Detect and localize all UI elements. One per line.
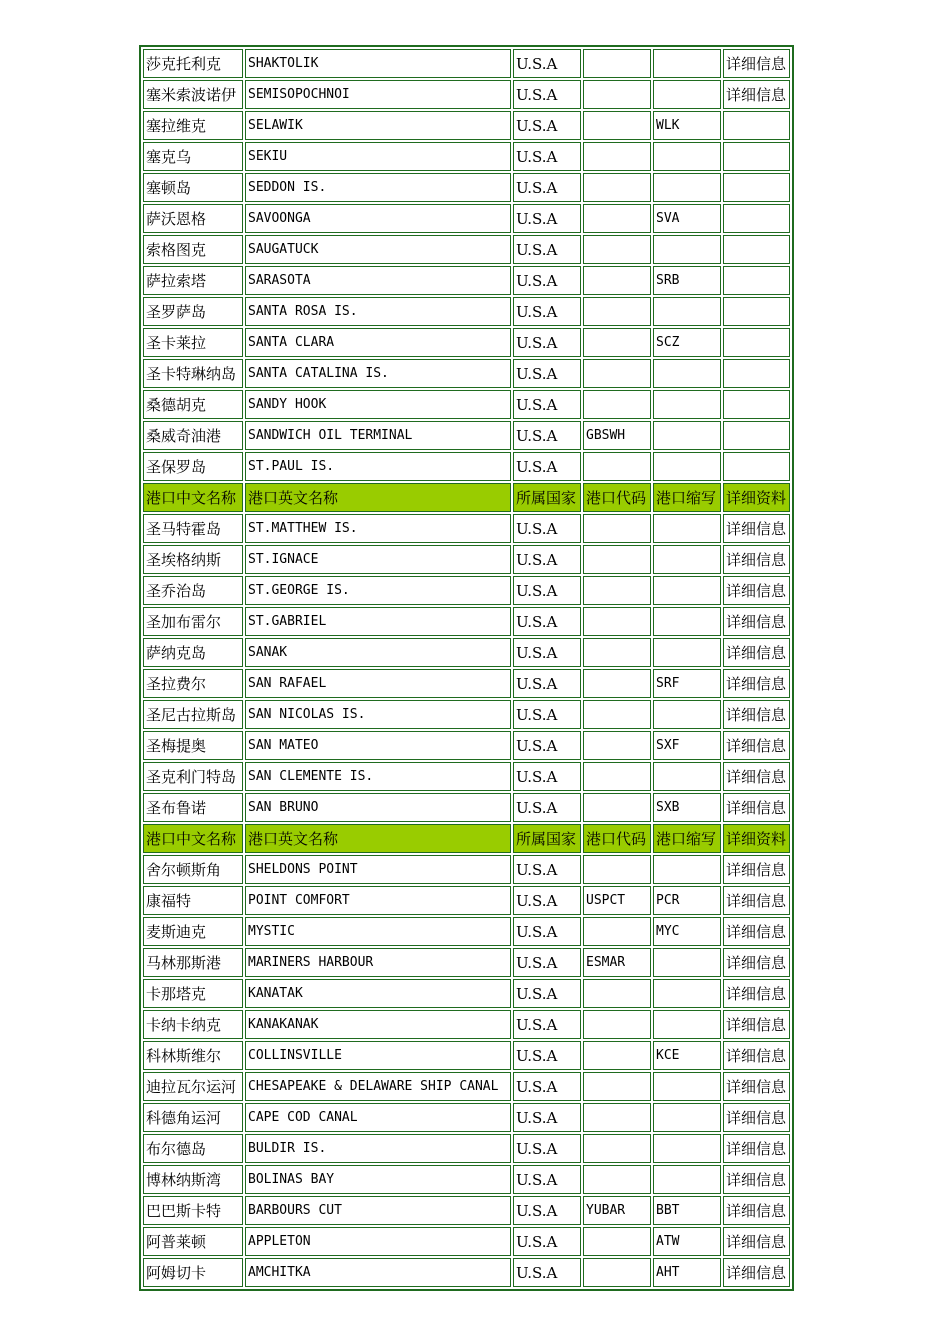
table-row — [143, 452, 790, 481]
cell-zh-name: 塞米索波诺伊 — [143, 80, 243, 109]
detail-link[interactable]: 详细信息 — [723, 638, 790, 667]
cell-port-abbr — [653, 948, 721, 977]
cell-country: U.S.A — [513, 1041, 581, 1070]
cell-country: U.S.A — [513, 855, 581, 884]
detail-link[interactable]: 详细信息 — [723, 1165, 790, 1194]
cell-port-code — [583, 1165, 651, 1194]
cell-country: U.S.A — [513, 1227, 581, 1256]
cell-country: U.S.A — [513, 235, 581, 264]
cell-zh-name: 迪拉瓦尔运河 — [143, 1072, 243, 1101]
cell-en-name: SAN RAFAEL — [245, 669, 511, 698]
cell-en-name: ST.IGNACE — [245, 545, 511, 574]
cell-port-abbr — [653, 514, 721, 543]
detail-link[interactable]: 详细信息 — [723, 80, 790, 109]
cell-port-abbr: WLK — [653, 111, 721, 140]
cell-country: U.S.A — [513, 49, 581, 78]
cell-en-name: SAN MATEO — [245, 731, 511, 760]
detail-link[interactable]: 详细信息 — [723, 948, 790, 977]
cell-port-abbr — [653, 452, 721, 481]
cell-country: U.S.A — [513, 204, 581, 233]
cell-port-code — [583, 204, 651, 233]
detail-link[interactable]: 详细信息 — [723, 979, 790, 1008]
table-row — [143, 266, 790, 295]
table-row — [143, 638, 790, 667]
cell-en-name: SAN CLEMENTE IS. — [245, 762, 511, 791]
cell-zh-name: 圣梅提奥 — [143, 731, 243, 760]
cell-en-name: KANAKANAK — [245, 1010, 511, 1039]
header-port-abbr: 港口缩写 — [653, 824, 721, 853]
cell-zh-name: 阿普莱顿 — [143, 1227, 243, 1256]
table-row — [143, 1258, 790, 1287]
detail-link[interactable]: 详细信息 — [723, 700, 790, 729]
cell-port-code — [583, 1041, 651, 1070]
cell-country: U.S.A — [513, 514, 581, 543]
detail-link[interactable]: 详细信息 — [723, 576, 790, 605]
detail-link — [723, 111, 790, 140]
cell-port-code — [583, 173, 651, 202]
cell-port-code — [583, 545, 651, 574]
detail-link[interactable]: 详细信息 — [723, 49, 790, 78]
table-row — [143, 979, 790, 1008]
cell-zh-name: 莎克托利克 — [143, 49, 243, 78]
header-port-code: 港口代码 — [583, 483, 651, 512]
table-row — [143, 855, 790, 884]
cell-country: U.S.A — [513, 1134, 581, 1163]
detail-link[interactable]: 详细信息 — [723, 731, 790, 760]
table-header-row — [143, 824, 790, 853]
header-detail: 详细资料 — [723, 824, 790, 853]
cell-zh-name: 圣马特霍岛 — [143, 514, 243, 543]
cell-zh-name: 卡纳卡纳克 — [143, 1010, 243, 1039]
cell-port-code — [583, 1227, 651, 1256]
table-row — [143, 173, 790, 202]
detail-link[interactable]: 详细信息 — [723, 855, 790, 884]
cell-port-abbr — [653, 700, 721, 729]
cell-en-name: BULDIR IS. — [245, 1134, 511, 1163]
cell-port-code — [583, 1010, 651, 1039]
detail-link[interactable]: 详细信息 — [723, 917, 790, 946]
table-row — [143, 142, 790, 171]
cell-port-abbr — [653, 297, 721, 326]
detail-link — [723, 266, 790, 295]
table-row — [143, 669, 790, 698]
cell-country: U.S.A — [513, 266, 581, 295]
cell-country: U.S.A — [513, 545, 581, 574]
cell-country: U.S.A — [513, 1103, 581, 1132]
cell-port-abbr — [653, 1134, 721, 1163]
cell-country: U.S.A — [513, 1072, 581, 1101]
cell-zh-name: 圣卡莱拉 — [143, 328, 243, 357]
cell-zh-name: 舍尔顿斯角 — [143, 855, 243, 884]
cell-port-code — [583, 266, 651, 295]
table-row — [143, 700, 790, 729]
cell-port-code — [583, 49, 651, 78]
cell-port-abbr: AHT — [653, 1258, 721, 1287]
detail-link[interactable]: 详细信息 — [723, 1072, 790, 1101]
detail-link — [723, 328, 790, 357]
cell-country: U.S.A — [513, 173, 581, 202]
cell-en-name: KANATAK — [245, 979, 511, 1008]
table-row — [143, 204, 790, 233]
detail-link[interactable]: 详细信息 — [723, 1196, 790, 1225]
detail-link[interactable]: 详细信息 — [723, 1134, 790, 1163]
cell-country: U.S.A — [513, 297, 581, 326]
cell-country: U.S.A — [513, 979, 581, 1008]
cell-en-name: ST.GEORGE IS. — [245, 576, 511, 605]
detail-link[interactable]: 详细信息 — [723, 545, 790, 574]
table-row — [143, 1196, 790, 1225]
cell-zh-name: 马林那斯港 — [143, 948, 243, 977]
cell-port-code — [583, 1072, 651, 1101]
cell-en-name: SEKIU — [245, 142, 511, 171]
cell-en-name: SHELDONS POINT — [245, 855, 511, 884]
cell-country: U.S.A — [513, 886, 581, 915]
detail-link — [723, 173, 790, 202]
table-row — [143, 1165, 790, 1194]
table-row — [143, 731, 790, 760]
table-row — [143, 1041, 790, 1070]
cell-country: U.S.A — [513, 328, 581, 357]
cell-port-code: GBSWH — [583, 421, 651, 450]
cell-en-name: SANDY HOOK — [245, 390, 511, 419]
cell-zh-name: 康福特 — [143, 886, 243, 915]
cell-port-code — [583, 979, 651, 1008]
table-row — [143, 421, 790, 450]
cell-port-code — [583, 235, 651, 264]
cell-port-code — [583, 328, 651, 357]
table-row — [143, 80, 790, 109]
cell-country: U.S.A — [513, 390, 581, 419]
table-row — [143, 235, 790, 264]
detail-link — [723, 359, 790, 388]
cell-en-name: MYSTIC — [245, 917, 511, 946]
cell-country: U.S.A — [513, 731, 581, 760]
cell-zh-name: 圣拉费尔 — [143, 669, 243, 698]
cell-port-code: YUBAR — [583, 1196, 651, 1225]
table-row — [143, 607, 790, 636]
cell-zh-name: 桑德胡克 — [143, 390, 243, 419]
cell-country: U.S.A — [513, 1010, 581, 1039]
cell-port-abbr — [653, 545, 721, 574]
cell-port-code — [583, 452, 651, 481]
cell-port-code — [583, 607, 651, 636]
cell-port-abbr — [653, 1072, 721, 1101]
cell-port-abbr: PCR — [653, 886, 721, 915]
table-row — [143, 297, 790, 326]
cell-port-abbr — [653, 173, 721, 202]
cell-port-code — [583, 669, 651, 698]
cell-port-abbr — [653, 762, 721, 791]
cell-zh-name: 科德角运河 — [143, 1103, 243, 1132]
cell-zh-name: 卡那塔克 — [143, 979, 243, 1008]
cell-country: U.S.A — [513, 421, 581, 450]
cell-port-abbr — [653, 576, 721, 605]
cell-zh-name: 索格图克 — [143, 235, 243, 264]
cell-zh-name: 塞顿岛 — [143, 173, 243, 202]
cell-zh-name: 麦斯迪克 — [143, 917, 243, 946]
cell-port-code — [583, 1134, 651, 1163]
header-zh-name: 港口中文名称 — [143, 483, 243, 512]
table-row — [143, 793, 790, 822]
cell-port-abbr — [653, 607, 721, 636]
cell-country: U.S.A — [513, 793, 581, 822]
detail-link[interactable]: 详细信息 — [723, 762, 790, 791]
detail-link — [723, 297, 790, 326]
cell-country: U.S.A — [513, 452, 581, 481]
detail-link[interactable]: 详细信息 — [723, 793, 790, 822]
table-row — [143, 576, 790, 605]
table-row — [143, 1010, 790, 1039]
cell-port-code — [583, 700, 651, 729]
detail-link[interactable]: 详细信息 — [723, 1258, 790, 1287]
table-row — [143, 948, 790, 977]
cell-port-abbr: SRF — [653, 669, 721, 698]
cell-en-name: SANTA ROSA IS. — [245, 297, 511, 326]
table-row — [143, 514, 790, 543]
cell-en-name: SAN BRUNO — [245, 793, 511, 822]
cell-en-name: ST.PAUL IS. — [245, 452, 511, 481]
cell-port-abbr: MYC — [653, 917, 721, 946]
detail-link[interactable]: 详细信息 — [723, 886, 790, 915]
detail-link — [723, 142, 790, 171]
cell-country: U.S.A — [513, 80, 581, 109]
table-row — [143, 359, 790, 388]
table-row — [143, 1134, 790, 1163]
cell-port-abbr — [653, 80, 721, 109]
cell-zh-name: 萨拉索塔 — [143, 266, 243, 295]
cell-port-code — [583, 917, 651, 946]
cell-zh-name: 博林纳斯湾 — [143, 1165, 243, 1194]
cell-port-abbr — [653, 1010, 721, 1039]
cell-port-code — [583, 1103, 651, 1132]
detail-link — [723, 204, 790, 233]
cell-en-name: ST.GABRIEL — [245, 607, 511, 636]
cell-country: U.S.A — [513, 700, 581, 729]
header-zh-name: 港口中文名称 — [143, 824, 243, 853]
cell-zh-name: 阿姆切卡 — [143, 1258, 243, 1287]
table-row — [143, 1072, 790, 1101]
cell-en-name: SANAK — [245, 638, 511, 667]
cell-en-name: SANTA CATALINA IS. — [245, 359, 511, 388]
port-table — [139, 45, 794, 1291]
cell-port-abbr — [653, 979, 721, 1008]
detail-link[interactable]: 详细信息 — [723, 1010, 790, 1039]
cell-country: U.S.A — [513, 948, 581, 977]
cell-port-code — [583, 762, 651, 791]
detail-link[interactable]: 详细信息 — [723, 1041, 790, 1070]
header-en-name: 港口英文名称 — [245, 483, 511, 512]
cell-en-name: BOLINAS BAY — [245, 1165, 511, 1194]
cell-country: U.S.A — [513, 917, 581, 946]
cell-port-abbr — [653, 855, 721, 884]
cell-port-abbr: SCZ — [653, 328, 721, 357]
cell-country: U.S.A — [513, 1165, 581, 1194]
cell-zh-name: 塞拉维克 — [143, 111, 243, 140]
cell-en-name: CHESAPEAKE & DELAWARE SHIP CANAL — [245, 1072, 511, 1101]
cell-zh-name: 圣保罗岛 — [143, 452, 243, 481]
cell-en-name: SANDWICH OIL TERMINAL — [245, 421, 511, 450]
cell-country: U.S.A — [513, 669, 581, 698]
cell-zh-name: 圣加布雷尔 — [143, 607, 243, 636]
cell-zh-name: 圣乔治岛 — [143, 576, 243, 605]
detail-link — [723, 421, 790, 450]
table-row — [143, 762, 790, 791]
cell-zh-name: 圣尼古拉斯岛 — [143, 700, 243, 729]
table-row — [143, 886, 790, 915]
cell-country: U.S.A — [513, 1196, 581, 1225]
cell-port-code — [583, 576, 651, 605]
cell-port-code — [583, 514, 651, 543]
cell-port-abbr — [653, 359, 721, 388]
cell-en-name: SANTA CLARA — [245, 328, 511, 357]
cell-zh-name: 塞克乌 — [143, 142, 243, 171]
cell-zh-name: 圣卡特琳纳岛 — [143, 359, 243, 388]
cell-port-code — [583, 1258, 651, 1287]
cell-en-name: ST.MATTHEW IS. — [245, 514, 511, 543]
table-row — [143, 545, 790, 574]
cell-zh-name: 巴巴斯卡特 — [143, 1196, 243, 1225]
cell-port-code — [583, 638, 651, 667]
cell-port-code — [583, 359, 651, 388]
cell-port-abbr — [653, 142, 721, 171]
cell-en-name: SELAWIK — [245, 111, 511, 140]
cell-port-abbr — [653, 1165, 721, 1194]
cell-en-name: APPLETON — [245, 1227, 511, 1256]
cell-port-abbr: ATW — [653, 1227, 721, 1256]
cell-en-name: COLLINSVILLE — [245, 1041, 511, 1070]
cell-country: U.S.A — [513, 762, 581, 791]
header-country: 所属国家 — [513, 824, 581, 853]
table-row — [143, 917, 790, 946]
cell-port-abbr — [653, 638, 721, 667]
detail-link — [723, 452, 790, 481]
cell-zh-name: 桑威奇油港 — [143, 421, 243, 450]
cell-en-name: SEDDON IS. — [245, 173, 511, 202]
cell-port-abbr — [653, 235, 721, 264]
cell-en-name: SAUGATUCK — [245, 235, 511, 264]
cell-port-abbr: SVA — [653, 204, 721, 233]
cell-zh-name: 萨纳克岛 — [143, 638, 243, 667]
cell-zh-name: 圣罗萨岛 — [143, 297, 243, 326]
cell-zh-name: 圣克利门特岛 — [143, 762, 243, 791]
cell-port-abbr — [653, 49, 721, 78]
cell-port-code — [583, 297, 651, 326]
cell-port-abbr: SXB — [653, 793, 721, 822]
cell-en-name: POINT COMFORT — [245, 886, 511, 915]
detail-link[interactable]: 详细信息 — [723, 669, 790, 698]
cell-zh-name: 萨沃恩格 — [143, 204, 243, 233]
cell-zh-name: 圣布鲁诺 — [143, 793, 243, 822]
cell-en-name: SHAKTOLIK — [245, 49, 511, 78]
detail-link — [723, 235, 790, 264]
cell-port-abbr: KCE — [653, 1041, 721, 1070]
cell-port-abbr: SRB — [653, 266, 721, 295]
cell-en-name: SARASOTA — [245, 266, 511, 295]
table-header-row — [143, 483, 790, 512]
detail-link — [723, 390, 790, 419]
cell-zh-name: 圣埃格纳斯 — [143, 545, 243, 574]
cell-port-code — [583, 731, 651, 760]
port-table-body — [143, 49, 790, 1287]
cell-country: U.S.A — [513, 359, 581, 388]
header-port-code: 港口代码 — [583, 824, 651, 853]
cell-en-name: SAN NICOLAS IS. — [245, 700, 511, 729]
cell-en-name: SEMISOPOCHNOI — [245, 80, 511, 109]
cell-zh-name: 科林斯维尔 — [143, 1041, 243, 1070]
table-row — [143, 390, 790, 419]
cell-zh-name: 布尔德岛 — [143, 1134, 243, 1163]
cell-country: U.S.A — [513, 576, 581, 605]
cell-port-code — [583, 855, 651, 884]
cell-port-abbr: BBT — [653, 1196, 721, 1225]
header-port-abbr: 港口缩写 — [653, 483, 721, 512]
detail-link[interactable]: 详细信息 — [723, 514, 790, 543]
cell-port-abbr — [653, 421, 721, 450]
cell-en-name: CAPE COD CANAL — [245, 1103, 511, 1132]
cell-port-abbr — [653, 1103, 721, 1132]
cell-port-code — [583, 80, 651, 109]
header-detail: 详细资料 — [723, 483, 790, 512]
cell-port-code — [583, 793, 651, 822]
cell-country: U.S.A — [513, 607, 581, 636]
cell-port-code — [583, 111, 651, 140]
cell-port-code: USPCT — [583, 886, 651, 915]
detail-link[interactable]: 详细信息 — [723, 1227, 790, 1256]
cell-country: U.S.A — [513, 111, 581, 140]
detail-link[interactable]: 详细信息 — [723, 1103, 790, 1132]
table-row — [143, 49, 790, 78]
table-row — [143, 328, 790, 357]
header-country: 所属国家 — [513, 483, 581, 512]
cell-port-abbr: SXF — [653, 731, 721, 760]
cell-port-code: ESMAR — [583, 948, 651, 977]
cell-port-code — [583, 390, 651, 419]
cell-en-name: SAVOONGA — [245, 204, 511, 233]
cell-en-name: MARINERS HARBOUR — [245, 948, 511, 977]
cell-port-code — [583, 142, 651, 171]
cell-country: U.S.A — [513, 638, 581, 667]
cell-en-name: AMCHITKA — [245, 1258, 511, 1287]
cell-en-name: BARBOURS CUT — [245, 1196, 511, 1225]
table-row — [143, 1227, 790, 1256]
detail-link[interactable]: 详细信息 — [723, 607, 790, 636]
cell-country: U.S.A — [513, 1258, 581, 1287]
table-row — [143, 1103, 790, 1132]
cell-country: U.S.A — [513, 142, 581, 171]
cell-port-abbr — [653, 390, 721, 419]
table-row — [143, 111, 790, 140]
header-en-name: 港口英文名称 — [245, 824, 511, 853]
